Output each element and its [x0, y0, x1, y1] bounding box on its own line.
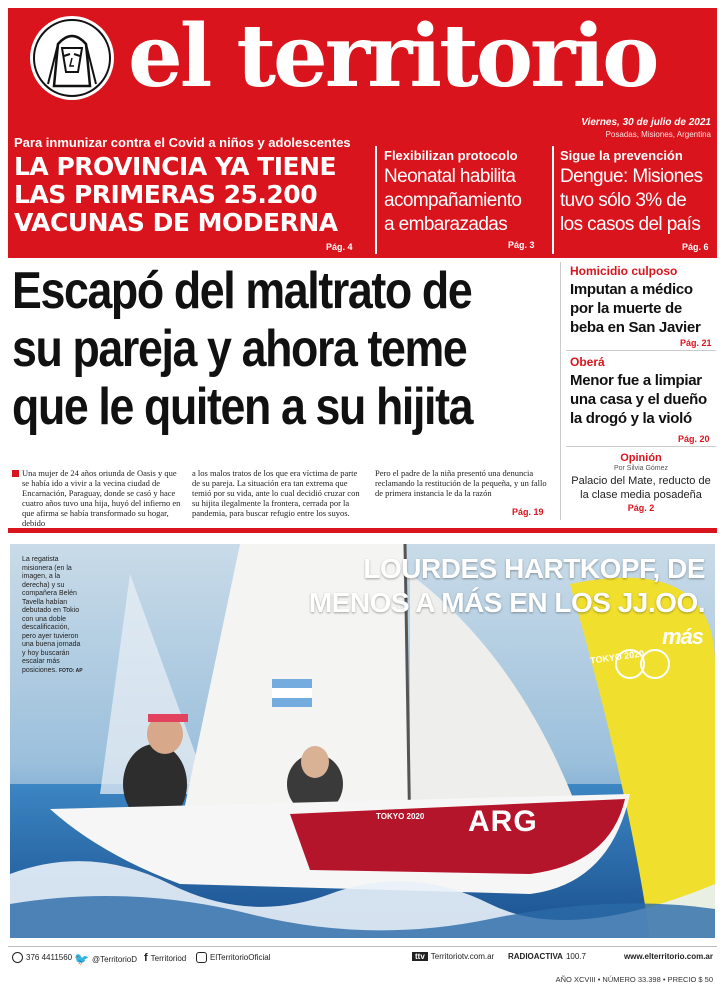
whatsapp-icon [12, 952, 23, 963]
main-headline[interactable] [12, 262, 476, 436]
side-story-1-line-3: beba en San Javier [570, 319, 701, 336]
red-separator [8, 528, 717, 533]
footer-phone-text: 376 4411560 [26, 953, 73, 962]
photo-title[interactable] [309, 552, 705, 620]
footer-radio-text: RADIOACTIVA [508, 952, 563, 961]
lead-story[interactable] [14, 135, 351, 237]
opinion-author: Por Silvia Gómez [613, 465, 669, 472]
bullet-icon [12, 470, 19, 477]
section-logo: más [661, 624, 703, 649]
photo-credit: FOTO: AP [58, 667, 83, 674]
second-page: Pág. 3 [508, 240, 535, 250]
main-headline-line-3: que le quiten a su hijita [12, 378, 473, 436]
footer-twitter[interactable] [74, 952, 137, 966]
side-story-2-line-3: la drogó y la violó [570, 410, 692, 427]
opinion-line-1: Palacio del Mate, reducto de [571, 475, 711, 487]
side-story-1[interactable] [570, 264, 701, 337]
second-headline-line-2: acompañamiento [384, 190, 522, 211]
opinion-page: Pág. 2 [627, 503, 655, 513]
photo-title-line-1: LOURDES HARTKOPF, DE [363, 553, 705, 584]
sail-text: TOKYO 2020 [589, 648, 645, 666]
footer-phone[interactable] [12, 952, 72, 963]
footer-tv[interactable] [412, 952, 494, 961]
lead-headline-line-3: VACUNAS DE MODERNA [14, 208, 338, 237]
facebook-icon: f [144, 952, 148, 964]
side-story-2-line-1: Menor fue a limpiar [570, 372, 702, 389]
issue-place: Posadas, Misiones, Argentina [605, 130, 711, 139]
footer-radio[interactable] [508, 952, 586, 961]
side-story-2-line-2: una casa y el dueño [570, 391, 707, 408]
side-story-2[interactable] [570, 355, 707, 428]
side-story-1-kicker: Homicidio culposo [570, 264, 678, 278]
hull-text: ARG [468, 805, 538, 838]
footer-facebook-text: Territoriod [150, 953, 187, 963]
footer [8, 946, 717, 969]
footer-web-text: www.elterritorio.com.ar [623, 952, 713, 961]
lead-headline-line-1: LA PROVINCIA YA TIENE [14, 152, 337, 181]
main-headline-line-2: su pareja y ahora teme [12, 320, 467, 378]
main-body-col-3: Pero el padre de la niña presentó una denuncia reclamando la restitución de la pequeña, y un fallo de primera instancia le da la razón [375, 468, 547, 498]
main-body-col-1: Una mujer de 24 años oriunda de Oasis y que se había ido a vivir a la vecina ciudad de Encarnación, Paraguay, donde se casó y hace cuatro años tuvo una hija, huyó del infierno en que afirma se había transformado su hogar, debido [22, 468, 181, 528]
main-body-col-2: a los malos tratos de los que era víctima de parte de su pareja. La situación era tan extrema que temió por su vida, ante lo cual decidió cruzar con su hijita ilegalmente la frontera, cerrada por la pandemia, para buscar refugio entre los suyos. [192, 468, 360, 518]
footer-facebook[interactable] [144, 952, 186, 964]
column-divider [560, 262, 561, 520]
third-headline-line-1: Dengue: Misiones [560, 166, 703, 187]
third-headline-line-3: los casos del país [560, 214, 701, 235]
photo-caption-text: La regatista misionera (en la imagen, a la derecha) y su compañera Belén Tavella habían debutado en Tokio con una doble descalificación, pero ayer tuvieron una buena jornada y hoy buscarán escalar más posiciones. [22, 556, 81, 674]
footer-tv-text: Territoriotv.com.ar [430, 952, 495, 961]
third-story[interactable] [560, 148, 702, 237]
main-headline-line-1: Escapó del maltrato de [12, 262, 472, 320]
third-kicker: Sigue la prevención [560, 148, 683, 163]
opinion-kicker: Opinión [620, 452, 662, 464]
side-story-1-line-2: por la muerte de [570, 300, 682, 317]
instagram-icon [196, 952, 207, 963]
twitter-icon: 🐦 [74, 952, 89, 966]
hull-small-text: TOKYO 2020 [376, 812, 425, 821]
photo-title-line-2: MENOS A MÁS EN LOS JJ.OO. [308, 587, 705, 618]
footer-instagram[interactable] [196, 952, 270, 963]
footer-instagram-text: ElTerritorioOficial [210, 953, 271, 962]
lead-kicker: Para inmunizar contra el Covid a niños y adolescentes [14, 135, 351, 150]
footer-web[interactable] [624, 952, 713, 961]
second-story[interactable] [384, 148, 521, 237]
third-headline-line-2: tuvo sólo 3% de [560, 190, 687, 211]
main-page: Pág. 19 [512, 507, 544, 517]
issue-info: AÑO XCVIII • NÚMERO 33.398 • PRECIO $ 50 [555, 975, 713, 984]
newspaper-logo-icon [28, 14, 116, 102]
divider [375, 146, 377, 254]
divider [566, 446, 716, 447]
brand-name: el territorio [128, 6, 657, 107]
side-story-1-page: Pág. 21 [680, 338, 712, 348]
opinion-line-2: la clase media posadeña [580, 489, 702, 501]
divider [552, 146, 554, 254]
side-story-2-page: Pág. 20 [678, 434, 710, 444]
lead-headline-line-2: LAS PRIMERAS 25.200 [14, 180, 318, 209]
opinion-box[interactable] [566, 452, 716, 513]
footer-radio-freq: 100.7 [565, 952, 586, 961]
photo-caption [22, 556, 84, 675]
side-story-1-line-1: Imputan a médico [570, 281, 693, 298]
divider [566, 350, 716, 351]
lead-page: Pág. 4 [326, 242, 353, 252]
issue-date: Viernes, 30 de julio de 2021 [581, 117, 711, 128]
second-kicker: Flexibilizan protocolo [384, 148, 518, 163]
second-headline-line-1: Neonatal habilita [384, 166, 516, 187]
footer-twitter-text: @TerritorioD [91, 954, 137, 964]
third-page: Pág. 6 [682, 242, 709, 252]
tv-logo-icon: ttv [412, 952, 428, 961]
second-headline-line-3: a embarazadas [384, 214, 508, 235]
side-story-2-kicker: Oberá [570, 355, 605, 369]
